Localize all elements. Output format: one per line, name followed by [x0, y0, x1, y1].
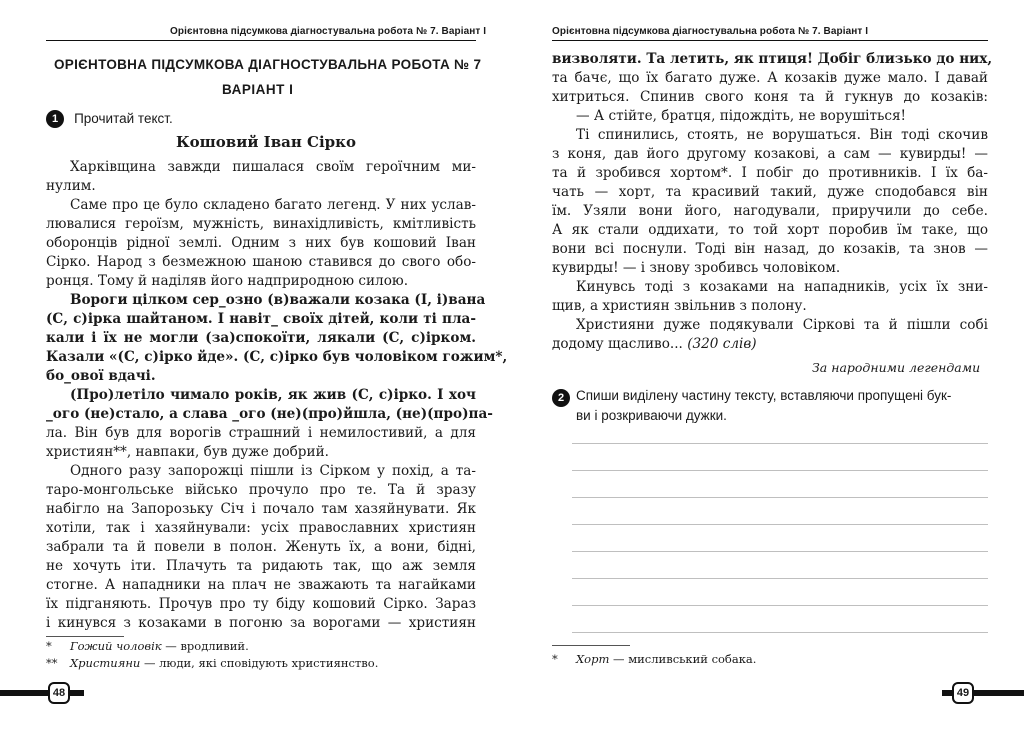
footnote-definition: — люди, які сповідують християнство.: [140, 656, 379, 670]
answer-line[interactable]: [572, 632, 988, 633]
highlighted-text-line: Казали «(С, с)ірко йде». (С, с)ірко був чоловіком гожим*,: [46, 349, 508, 365]
highlighted-text-line: визволяти. Та летить, як птиця! Добіг близько до них,: [552, 51, 993, 67]
text-line: вони всі поснули. Тоді він назад, до козаків, та знов —: [552, 241, 988, 257]
text-line: чать — хорт, та красивий такий, дуже сподобався він: [552, 184, 988, 200]
text-line: їх підганяють. Прочув про ту біду кошовий Сірко. Зараз: [46, 596, 476, 612]
text-line: нулим.: [46, 178, 96, 194]
text-line: Кинувсь тоді з козаками на нападників, усіх їх зни-: [576, 279, 988, 295]
task-1: [46, 108, 173, 128]
answer-line[interactable]: [572, 524, 988, 525]
text-line: та бачє, що їх багато дуже. А козаків дуже мало. І давай: [552, 70, 988, 86]
running-head: Орієнтовна підсумкова діагностувальна робота № 7. Варіант І: [170, 26, 487, 37]
footnote-2: [46, 655, 378, 671]
text-line: ронця. Тому й наділяв його надприродною силою.: [46, 273, 409, 289]
highlighted-text-line: _ого (не)стало, а слава _ого (не)(про)йшла, (не)(про)па-: [46, 406, 493, 422]
text-title: Кошовий Іван Сірко: [176, 133, 356, 151]
task-2: [552, 387, 570, 407]
answer-line[interactable]: [572, 470, 988, 471]
text-line: Саме про це було складено багато легенд. У них услав-: [70, 197, 476, 213]
footnote-definition: — мисливський собака.: [609, 652, 757, 666]
text-line: Сірко. Народ з безмежною шаною ставився до свого обо-: [46, 254, 476, 270]
text-line: Ті спинились, стоять, не ворушаться. Він тоді скочив: [576, 127, 988, 143]
text-line: стогне. А нападники на плач не зважають та нагайками: [46, 577, 476, 593]
footnote-rule: [46, 636, 124, 637]
answer-line[interactable]: [572, 605, 988, 606]
highlighted-text-line: кали і їх не могли (за)спокоїти, лякали (С, с)ірком.: [46, 330, 476, 346]
answer-line[interactable]: [572, 551, 988, 552]
text-line: та й зробився хортом*. І побіг до противників. І їх ба-: [552, 165, 988, 181]
footnote-mark: **: [46, 656, 58, 670]
page-number: 48: [48, 682, 70, 704]
text-line: Християни дуже подякували Сіркові та й пішли собі: [576, 317, 988, 333]
task-2-text: [576, 386, 951, 426]
footnote-definition: — вродливий.: [161, 639, 249, 653]
text-line: Одного разу запорожці пішли із Сірком у похід, а та-: [70, 463, 476, 479]
text-line: набігло на Запорозьку Січ і почало там хазяйнувати. Як: [46, 501, 476, 517]
answer-line[interactable]: [572, 443, 988, 444]
highlighted-text-line: бо_ової вдачі.: [46, 368, 156, 384]
word-count: (320 слів): [687, 336, 757, 352]
highlighted-text-line: (С, с)ірка шайтаном. І навіт_ своїх дітей, коли ті пла-: [46, 311, 476, 327]
text-line: і кинувся з козаками в погоню за ворогами — християн: [46, 615, 476, 631]
text-line: з коня, дав його другому козакові, а сам — кувирды! —: [552, 146, 988, 162]
task-2-line: ви і розкриваючи дужки.: [576, 408, 727, 423]
footnote-mark: *: [552, 652, 558, 666]
variant-label: ВАРІАНТ І: [222, 82, 294, 97]
text-line: [552, 335, 757, 354]
text-line: лювалися героїзм, мужність, винахідливість, кмітливість: [46, 216, 476, 232]
footnote-1: [46, 638, 249, 654]
running-head: Орієнтовна підсумкова діагностувальна робота № 7. Варіант І: [552, 26, 869, 37]
text-line: хотіли, так і хазяйнували: усіх православних християн: [46, 520, 476, 536]
page-number-bar: [0, 690, 84, 696]
answer-line[interactable]: [572, 497, 988, 498]
footnote-term: Християни: [70, 656, 141, 670]
answer-line[interactable]: [572, 578, 988, 579]
text-line: кувирды! — і знову зробивсь чоловіком.: [552, 260, 841, 276]
text-line: не хочуть іти. Плачуть та ридають так, що аж земля: [46, 558, 476, 574]
header-rule: [46, 40, 476, 41]
footnote-term: Гожий чоловік: [70, 639, 162, 653]
text-line: забрали та й повели в полон. Женуть їх, а вони, бідні,: [46, 539, 476, 555]
text-line: хитриться. Спинив свого коня та й гукнув до козаків:: [552, 89, 988, 105]
page-number: 49: [952, 682, 974, 704]
text-line: щив, а християн звільнив з полону.: [552, 298, 807, 314]
task-number-badge: 1: [46, 110, 64, 128]
text-line: А як стали оддихати, то той хорт поробив їм таке, що: [552, 222, 988, 238]
right-page: [512, 0, 1024, 729]
text-line: ла. Він був для ворогів страшний і немилостивий, а для: [46, 425, 476, 441]
text-line: Харківщина завжди пишалася своїм героїчним ми-: [70, 159, 476, 175]
text-line: оборонців рідної землі. Одним з них був кошовий Іван: [46, 235, 476, 251]
text-line: таро-монгольське військо прочуло про те. Та й зразу: [46, 482, 476, 498]
source-attribution: За народними легендами: [812, 360, 981, 375]
text-line: — А стійте, братця, підождіть, не ворушіться!: [576, 108, 907, 124]
footnote-mark: *: [46, 639, 52, 653]
highlighted-text-line: Вороги цілком сер_озно (в)важали козака (І, і)вана: [70, 292, 486, 308]
task-number-badge: 2: [552, 389, 570, 407]
footnote: [552, 651, 756, 667]
text-line-end: додому щасливо...: [552, 336, 683, 352]
worksheet-title: ОРІЄНТОВНА ПІДСУМКОВА ДІАГНОСТУВАЛЬНА РОБОТА № 7: [54, 57, 482, 72]
task-1-text: Прочитай текст.: [74, 111, 173, 126]
text-line: християн**, навпаки, був дуже добрий.: [46, 444, 329, 460]
text-line: їм. Узяли вони його, нагодували, приручили до себе.: [552, 203, 988, 219]
footnote-rule: [552, 645, 630, 646]
header-rule: [552, 40, 988, 41]
highlighted-text-line: (Про)летіло чимало років, як жив (С, с)ірко. І хоч: [70, 387, 476, 403]
footnote-term: Хорт: [576, 652, 610, 666]
task-2-line: Спиши виділену частину тексту, вставляючи пропущені бук-: [576, 388, 952, 403]
